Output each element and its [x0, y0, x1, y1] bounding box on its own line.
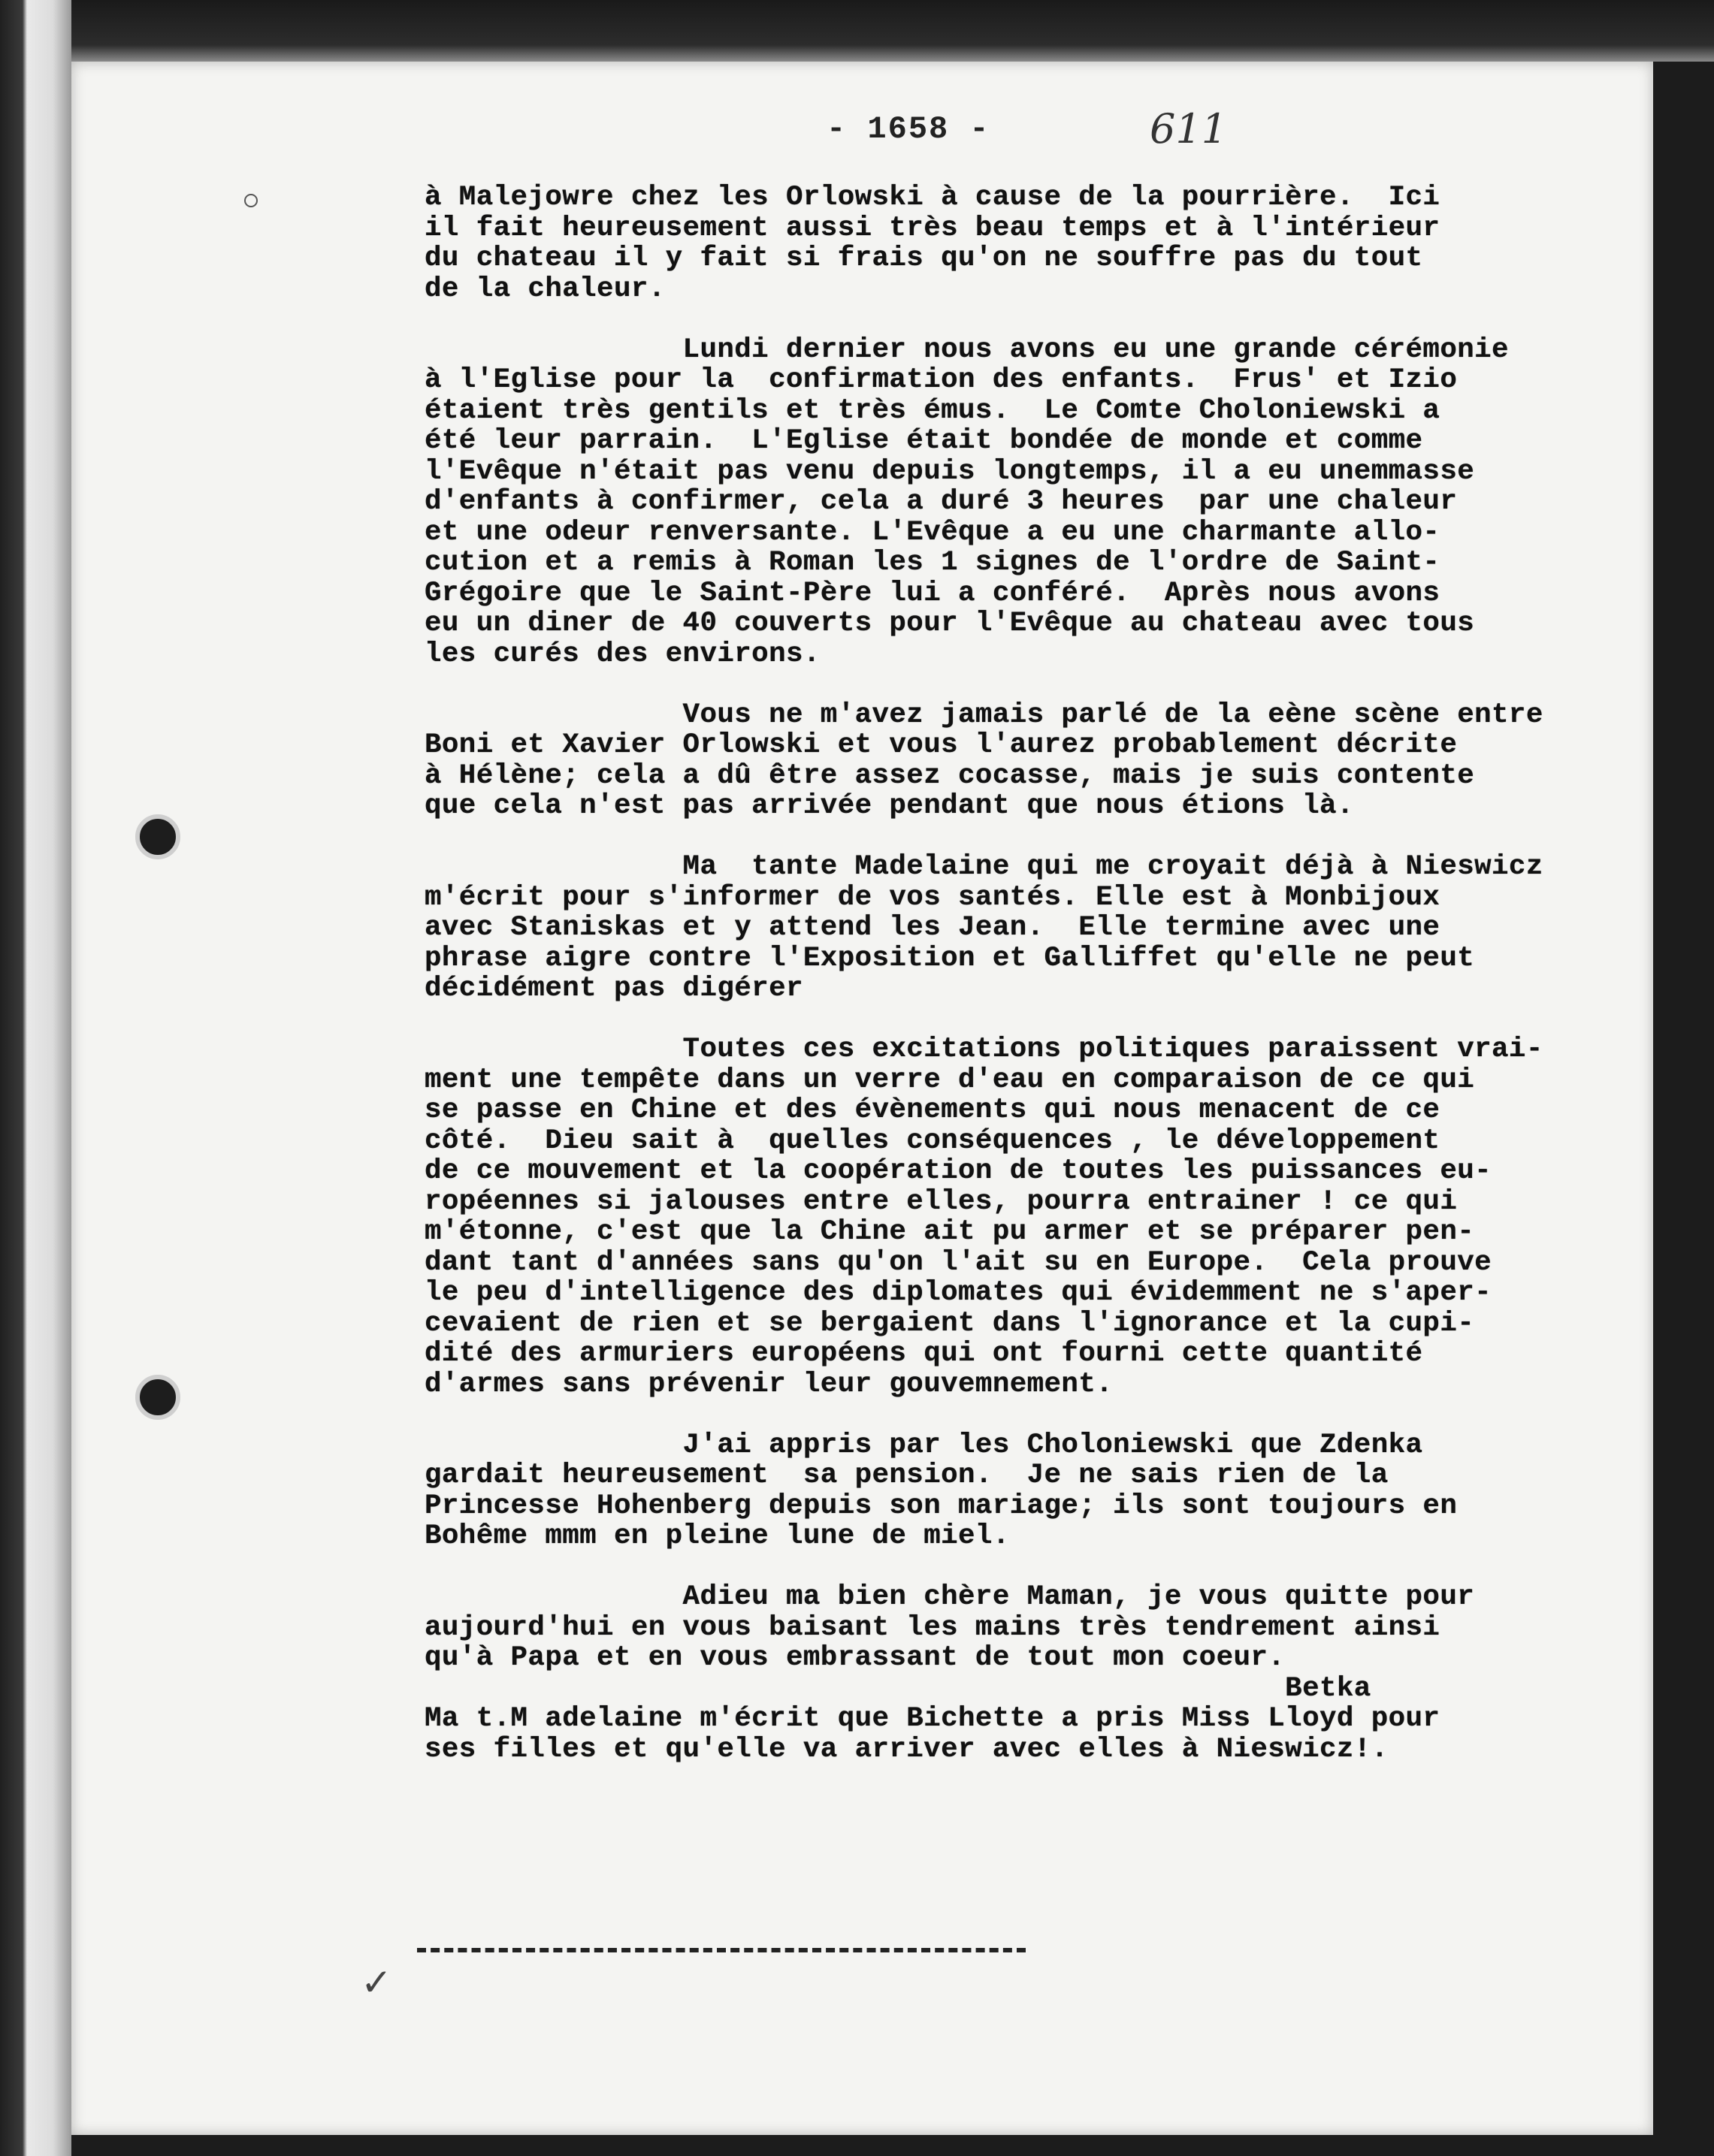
page-edge	[71, 0, 1714, 62]
text-line: Boni et Xavier Orlowski et vous l'aurez probablement décrite	[425, 729, 1458, 761]
text-line: à Malejowre chez les Orlowski à cause de la pourrière. Ici	[425, 182, 1440, 213]
text-line: Princesse Hohenberg depuis son mariage; ils sont toujours en	[425, 1490, 1458, 1522]
text-line: l'Evêque n'était pas venu depuis longtemps, il a eu unemmasse	[425, 455, 1475, 488]
text-line: cution et a remis à Roman les 1 signes de l'ordre de Saint-	[425, 547, 1440, 578]
text-line: dité des armuriers européens qui ont fourni cette quantité	[425, 1338, 1423, 1369]
text-line	[425, 669, 1642, 700]
text-line: Adieu ma bien chère Maman, je vous quitte pour	[425, 1581, 1475, 1613]
text-line: du chateau il y fait si frais qu'on ne souffre pas du tout	[425, 243, 1423, 274]
text-line: le peu d'intelligence des diplomates qui évidemment ne s'aper-	[425, 1277, 1492, 1309]
text-line: qu'à Papa et en vous embrassant de tout mon coeur.	[425, 1642, 1286, 1674]
check-mark-icon: ✓	[361, 1961, 392, 2004]
text-line: Toutes ces excitations politiques paraissent vrai-	[425, 1034, 1543, 1065]
text-line: ment une tempête dans un verre d'eau en comparaison de ce qui	[425, 1064, 1475, 1096]
text-line: décidément pas digérer	[425, 973, 803, 1004]
text-line: d'enfants à confirmer, cela a duré 3 heures par une chaleur	[425, 486, 1458, 518]
text-line: aujourd'hui en vous baisant les mains très tendrement ainsi	[425, 1611, 1440, 1644]
text-line: Betka	[425, 1672, 1371, 1705]
text-line	[425, 304, 1642, 335]
page-number: - 1658 -	[827, 111, 990, 147]
text-line: de ce mouvement et la coopération de toutes les puissances eu-	[425, 1155, 1492, 1187]
text-line: gardait heureusement sa pension. Je ne sais rien de la	[425, 1460, 1389, 1491]
text-line: m'écrit pour s'informer de vos santés. Elle est à Monbijoux	[425, 881, 1440, 913]
text-line: à Hélène; cela a dû être assez cocasse, mais je suis contente	[425, 759, 1475, 792]
text-line	[425, 1004, 1642, 1035]
text-line: eu un diner de 40 couverts pour l'Evêque au chateau avec tous	[425, 608, 1475, 639]
punch-hole-top	[135, 814, 180, 859]
binder-strip	[0, 0, 71, 2156]
punch-hole-bottom	[135, 1375, 180, 1420]
text-line: et une odeur renversante. L'Evêque a eu une charmante allo-	[425, 516, 1440, 548]
text-line: se passe en Chine et des évènements qui nous menacent de ce	[425, 1095, 1440, 1126]
text-line: à l'Eglise pour la confirmation des enfants. Frus' et Izio	[425, 364, 1458, 396]
text-line: Vous ne m'avez jamais parlé de la eène scène entre	[425, 699, 1543, 731]
text-line: côté. Dieu sait à quelles conséquences , le développement	[425, 1125, 1440, 1157]
text-line: Ma tante Madelaine qui me croyait déjà à Nieswicz	[425, 851, 1543, 883]
text-line: d'armes sans prévenir leur gouvemnement.	[425, 1368, 1114, 1400]
text-line: cevaient de rien et se bergaient dans l'ignorance et la cupi-	[425, 1307, 1475, 1339]
text-line	[425, 822, 1642, 853]
text-line: dant tant d'années sans qu'on l'ait su en Europe. Cela prouve	[425, 1246, 1492, 1279]
text-line	[425, 1552, 1642, 1583]
text-line: étaient très gentils et très émus. Le Comte Choloniewski a	[425, 394, 1440, 427]
text-line: de la chaleur.	[425, 273, 666, 305]
text-line: Grégoire que le Saint-Père lui a conféré. Après nous avons	[425, 577, 1440, 609]
text-line: m'étonne, c'est que la Chine ait pu armer et se préparer pen-	[425, 1216, 1475, 1248]
text-line: ses filles et qu'elle va arriver avec elles à Nieswicz!.	[425, 1733, 1389, 1765]
text-line: Lundi dernier nous avons eu une grande cérémonie	[425, 334, 1509, 366]
text-line: que cela n'est pas arrivée pendant que nous étions là.	[425, 790, 1354, 822]
text-line: ropéennes si jalouses entre elles, pourra entrainer ! ce qui	[425, 1185, 1458, 1218]
closing-rule	[417, 1948, 1026, 1952]
text-line: phrase aigre contre l'Exposition et Galliffet qu'elle ne peut	[425, 942, 1475, 974]
letter-body	[425, 183, 1642, 1765]
text-line: il fait heureusement aussi très beau temps et à l'intérieur	[425, 212, 1440, 244]
text-line: J'ai appris par les Choloniewski que Zdenka	[425, 1429, 1423, 1461]
text-line: Bohême mmm en pleine lune de miel.	[425, 1520, 1010, 1552]
text-line: Ma t.M adelaine m'écrit que Bichette a pris Miss Lloyd pour	[425, 1703, 1440, 1735]
text-line: été leur parrain. L'Eglise était bondée de monde et comme	[425, 425, 1423, 457]
margin-dot	[244, 194, 258, 207]
handwritten-folio: 611	[1150, 105, 1228, 152]
text-line	[425, 1400, 1642, 1430]
text-line: les curés des environs.	[425, 638, 821, 670]
text-line: avec Staniskas et y attend les Jean. Elle termine avec une	[425, 912, 1440, 944]
